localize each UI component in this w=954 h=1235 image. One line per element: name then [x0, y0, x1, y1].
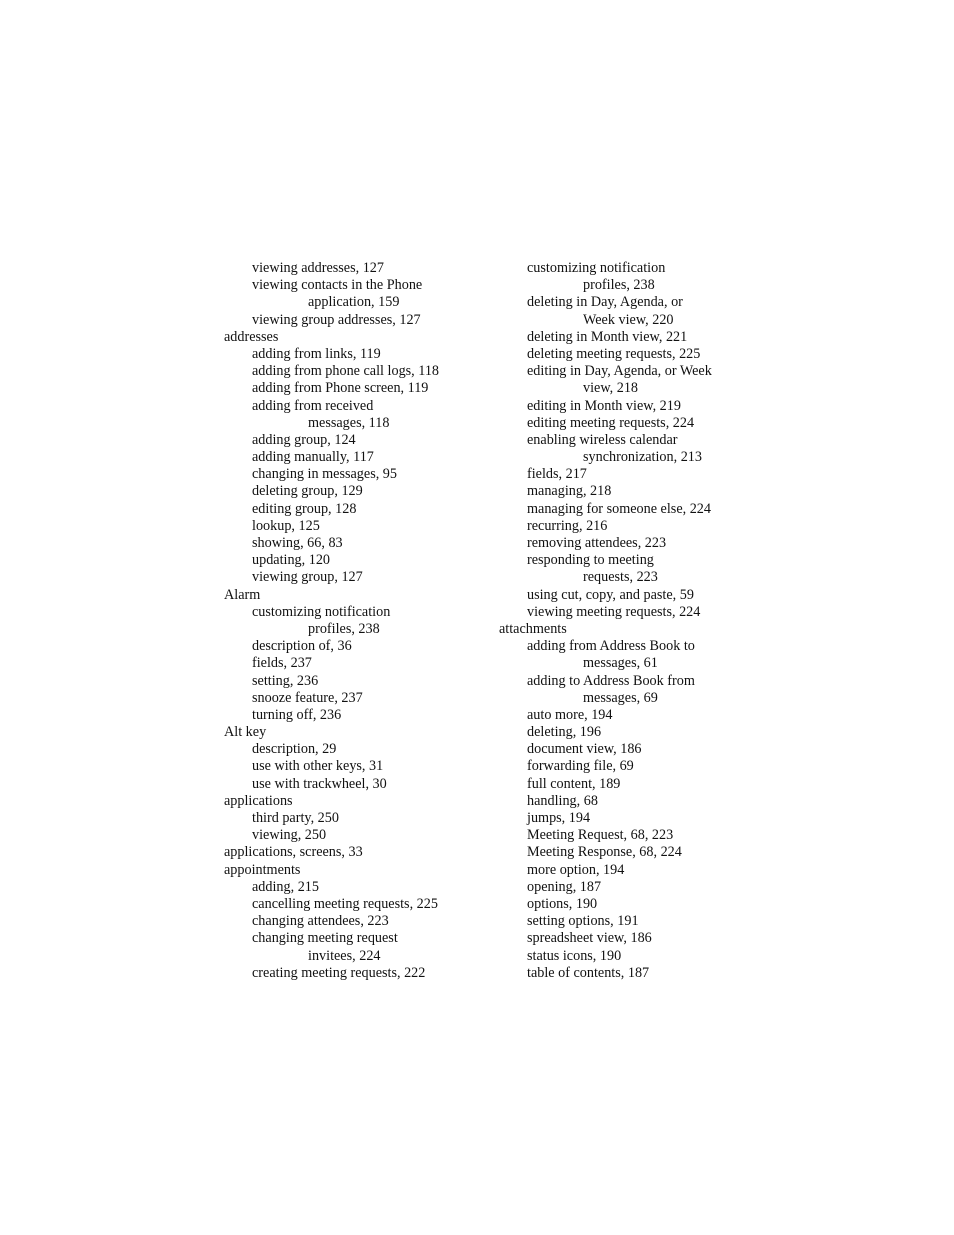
index-subentry: setting, 236: [252, 672, 319, 689]
index-continuation: messages, 118: [308, 414, 390, 431]
index-continuation: profiles, 238: [308, 620, 380, 637]
index-subentry: Meeting Request, 68, 223: [527, 827, 674, 844]
index-subentry: spreadsheet view, 186: [527, 930, 652, 947]
index-subentry: auto more, 194: [527, 706, 613, 723]
index-subentry: changing meeting request: [252, 930, 398, 947]
index-subentry: adding to Address Book from: [527, 672, 695, 689]
index-subentry: viewing meeting requests, 224: [527, 603, 701, 620]
index-subentry: adding from Address Book to: [527, 638, 695, 655]
index-subentry: forwarding file, 69: [527, 758, 634, 775]
index-continuation: application, 159: [308, 294, 400, 311]
index-subentry: Meeting Response, 68, 224: [527, 844, 682, 861]
index-subentry: showing, 66, 83: [252, 535, 343, 551]
index-subentry: managing, 218: [527, 483, 612, 500]
index-subentry: adding from phone call logs, 118: [252, 363, 440, 380]
index-column-left: [224, 260, 484, 982]
index-continuation: messages, 61: [583, 655, 658, 672]
index-subentry: enabling wireless calendar: [527, 431, 678, 448]
index-subentry: creating meeting requests, 222: [252, 964, 426, 981]
index-heading: applications, screens, 33: [224, 844, 363, 861]
index-subentry: editing meeting requests, 224: [527, 414, 695, 431]
index-subentry: editing in Day, Agenda, or Week: [527, 363, 712, 380]
index-subentry: viewing addresses, 127: [252, 260, 384, 276]
index-continuation: invitees, 224: [308, 947, 381, 964]
index-subentry: document view, 186: [527, 741, 642, 758]
index-heading: Alt key: [224, 724, 267, 741]
index-subentry: adding, 215: [252, 878, 319, 895]
index-subentry: changing attendees, 223: [252, 913, 389, 930]
index-subentry: snooze feature, 237: [252, 689, 363, 706]
index-subentry: removing attendees, 223: [527, 535, 667, 551]
index-continuation: synchronization, 213: [583, 449, 702, 466]
index-subentry: using cut, copy, and paste, 59: [527, 586, 694, 603]
index-subentry: cancelling meeting requests, 225: [252, 895, 438, 912]
index-heading: addresses: [224, 328, 279, 345]
index-subentry: customizing notification: [252, 603, 391, 620]
index-continuation: view, 218: [583, 380, 639, 397]
index-subentry: opening, 187: [527, 878, 602, 895]
index-subentry: setting options, 191: [527, 913, 639, 930]
index-subentry: adding from received: [252, 397, 374, 414]
index-subentry: description of, 36: [252, 638, 352, 655]
index-subentry: table of contents, 187: [527, 964, 650, 981]
index-subentry: status icons, 190: [527, 947, 622, 964]
index-subentry: recurring, 216: [527, 517, 608, 534]
index-continuation: Week view, 220: [583, 311, 674, 328]
index-subentry: more option, 194: [527, 861, 625, 878]
index-subentry: deleting group, 129: [252, 483, 363, 500]
index-subentry: lookup, 125: [252, 517, 320, 534]
index-subentry: fields, 237: [252, 655, 312, 672]
index-subentry: editing in Month view, 219: [527, 397, 681, 414]
index-subentry: turning off, 236: [252, 706, 342, 723]
index-subentry: deleting in Day, Agenda, or: [527, 294, 683, 311]
index-subentry: deleting, 196: [527, 724, 602, 741]
index-subentry: deleting in Month view, 221: [527, 328, 688, 345]
index-subentry: customizing notification: [527, 260, 666, 276]
index-column-right: [499, 260, 759, 982]
index-subentry: jumps, 194: [527, 810, 591, 826]
index-subentry: viewing group addresses, 127: [252, 311, 421, 328]
index-subentry: handling, 68: [527, 792, 598, 809]
index-subentry: use with other keys, 31: [252, 758, 384, 775]
index-subentry: managing for someone else, 224: [527, 500, 711, 517]
index-subentry: responding to meeting: [527, 552, 654, 569]
index-subentry: adding group, 124: [252, 431, 356, 448]
index-subentry: full content, 189: [527, 775, 621, 792]
index-heading: Alarm: [224, 586, 261, 603]
index-continuation: requests, 223: [583, 569, 658, 586]
index-subentry: viewing group, 127: [252, 569, 363, 586]
index-heading: attachments: [499, 620, 567, 637]
index-heading: applications: [224, 792, 293, 809]
index-subentry: adding from links, 119: [252, 345, 381, 362]
index-subentry: viewing, 250: [252, 827, 327, 844]
index-continuation: messages, 69: [583, 689, 658, 706]
index-subentry: options, 190: [527, 895, 598, 912]
index-subentry: editing group, 128: [252, 500, 357, 517]
index-continuation: profiles, 238: [583, 277, 655, 294]
index-subentry: adding from Phone screen, 119: [252, 380, 429, 397]
index-subentry: fields, 217: [527, 466, 587, 483]
index-subentry: viewing contacts in the Phone: [252, 277, 423, 294]
index-subentry: use with trackwheel, 30: [252, 775, 387, 792]
index-subentry: third party, 250: [252, 810, 339, 826]
index-subentry: updating, 120: [252, 552, 331, 569]
index-subentry: changing in messages, 95: [252, 466, 397, 483]
index-subentry: description, 29: [252, 741, 337, 758]
index-subentry: deleting meeting requests, 225: [527, 345, 701, 362]
index-heading: appointments: [224, 861, 301, 878]
index-subentry: adding manually, 117: [252, 449, 374, 466]
